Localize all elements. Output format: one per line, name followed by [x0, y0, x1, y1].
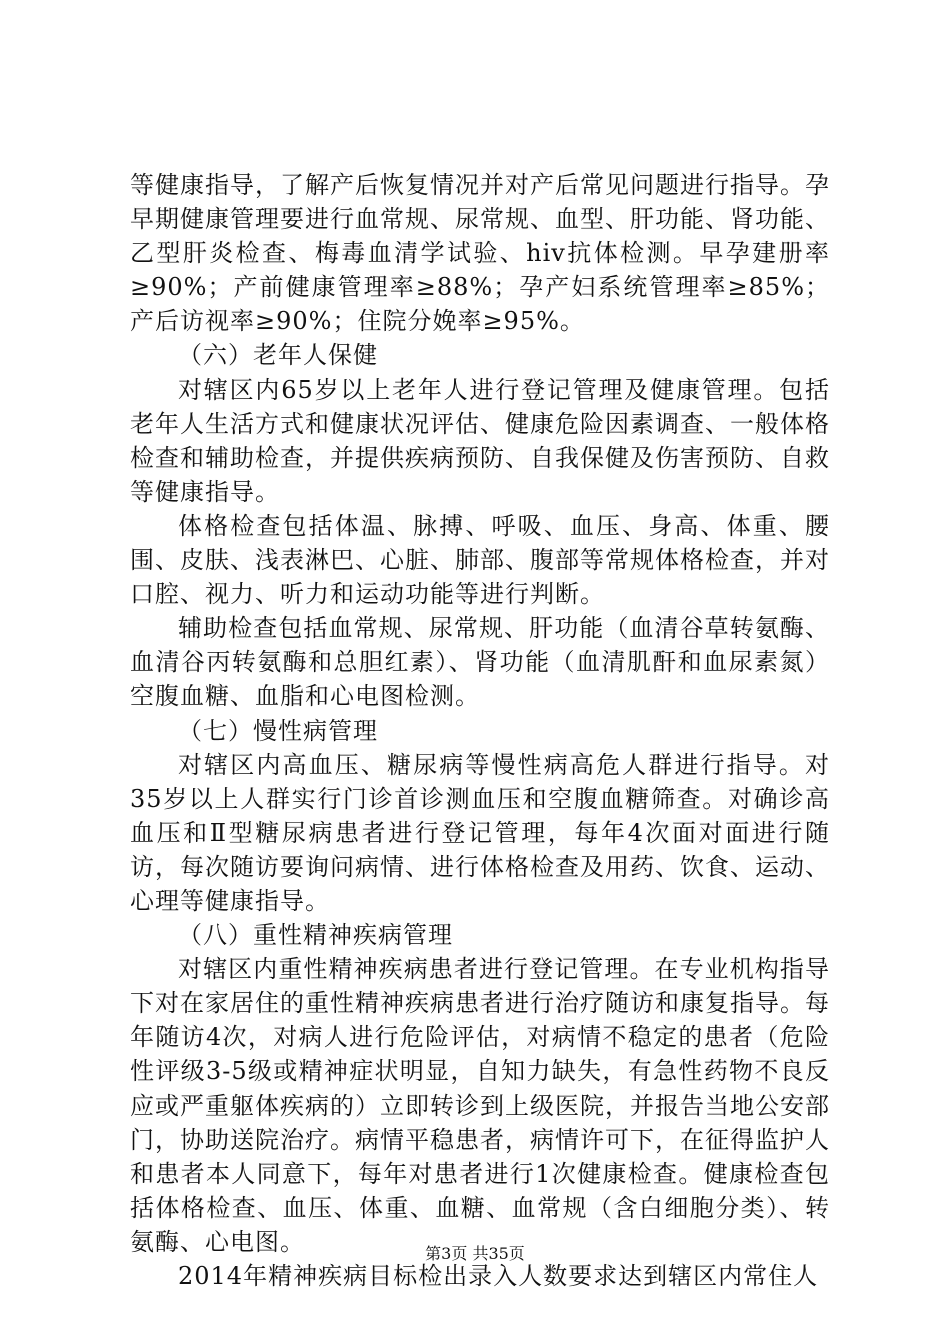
paragraph-physical-exam: 体格检查包括体温、脉搏、呼吸、血压、身高、体重、腰围、皮肤、浅表淋巴、心脏、肺部、腹部等常规体格检查，并对口腔、视力、听力和运动功能等进行判断。 — [130, 511, 830, 609]
section-heading-mental-illness: （八）重性精神疾病管理 — [178, 921, 453, 950]
paragraph-chronic-disease-management: 对辖区内高血压、糖尿病等慢性病高危人群进行指导。对35岁以上人群实行门诊首诊测血压和空腹血糖筛查。对确诊高血压和Ⅱ型糖尿病患者进行登记管理，每年4次面对面进行随访，每次随访要询问病情、进行体格检查及用药、饮食、运动、心理等健康指导。 — [130, 750, 830, 915]
page-number-footer: 第3页 共35页 — [425, 1244, 525, 1263]
section-heading-chronic-disease: （七）慢性病管理 — [178, 716, 378, 745]
paragraph-maternal-care-continued: 等健康指导，了解产后恢复情况并对产后常见问题进行指导。孕早期健康管理要进行血常规、尿常规、血型、肝功能、肾功能、乙型肝炎检查、梅毒血清学试验、hiv抗体检测。早孕建册率≥90%；产前健康管理率≥88%；孕产妇系统管理率≥85%；产后访视率≥90%；住院分娩率≥95%。 — [130, 171, 830, 336]
paragraph-auxiliary-exam: 辅助检查包括血常规、尿常规、肝功能（血清谷草转氨酶、血清谷丙转氨酶和总胆红素）、肾功能（血清肌酐和血尿素氮）空腹血糖、血脂和心电图检测。 — [130, 614, 830, 711]
paragraph-2014-target: 2014年精神疾病目标检出录入人数要求达到辖区内常住人 — [178, 1262, 819, 1290]
section-heading-elderly-care: （六）老年人保健 — [178, 341, 378, 370]
paragraph-mental-illness-management: 对辖区内重性精神疾病患者进行登记管理。在专业机构指导下对在家居住的重性精神疾病患者进行治疗随访和康复指导。每年随访4次，对病人进行危险评估，对病情不稳定的患者（危险性评级3-5级或精神症状明显，自知力缺失，有急性药物不良反应或严重躯体疾病的）立即转诊到上级医院，并报告当地公安部门，协助送院治疗。病情平稳患者，病情许可下，在征得监护人和患者本人同意下，每年对患者进行1次健康检查。健康检查包括体格检查、血压、体重、血糖、血常规（含白细胞分类）、转氨酶、心电图。 — [130, 955, 830, 1256]
paragraph-elderly-registration: 对辖区内65岁以上老年人进行登记管理及健康管理。包括老年人生活方式和健康状况评估、健康危险因素调查、一般体格检查和辅助检查，并提供疾病预防、自我保健及伤害预防、自救等健康指导。 — [130, 375, 830, 506]
document-body — [130, 168, 830, 1293]
